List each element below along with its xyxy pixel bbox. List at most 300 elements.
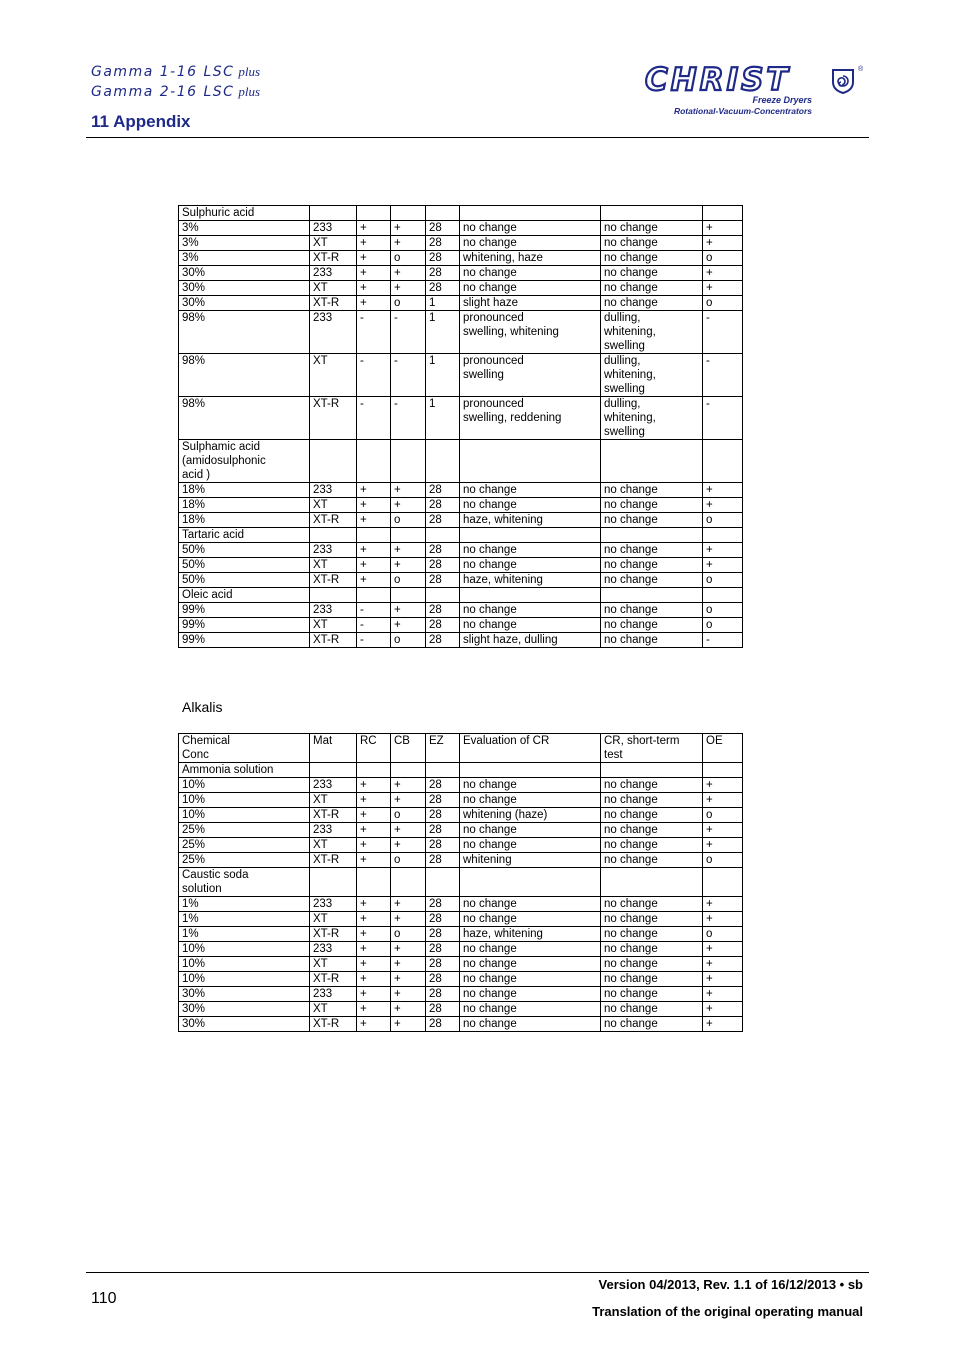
table-cell-2: + [357, 927, 391, 942]
table-row [179, 296, 743, 311]
table-cell-3: + [391, 618, 426, 633]
table-cell-2: + [357, 838, 391, 853]
table-cell-2: + [357, 972, 391, 987]
table-cell-1: XT [310, 618, 357, 633]
table-cell-7: + [703, 221, 743, 236]
table-cell-1: XT [310, 281, 357, 296]
table-row [179, 397, 743, 440]
header-cell-0: Chemical Conc [179, 734, 310, 763]
table-cell-1: 233 [310, 311, 357, 354]
table-cell-3: + [391, 897, 426, 912]
table-cell-3: + [391, 957, 426, 972]
table-cell-3: o [391, 251, 426, 266]
table-cell-0: 1% [179, 912, 310, 927]
table-row [179, 206, 743, 221]
table-cell-2: + [357, 543, 391, 558]
table-cell-0: 1% [179, 897, 310, 912]
table-cell-6 [601, 868, 703, 897]
table-cell-6: no change [601, 251, 703, 266]
table-cell-0: 10% [179, 778, 310, 793]
table-cell-7: + [703, 838, 743, 853]
table-cell-6: no change [601, 558, 703, 573]
table-row [179, 573, 743, 588]
table-cell-0: 99% [179, 618, 310, 633]
table-cell-3: + [391, 987, 426, 1002]
header-cell-7: OE [703, 734, 743, 763]
table-row [179, 912, 743, 927]
table-cell-7: o [703, 808, 743, 823]
table-cell-1: XT-R [310, 397, 357, 440]
table-cell-5: no change [460, 823, 601, 838]
table-cell-5: no change [460, 236, 601, 251]
table-cell-1: XT [310, 498, 357, 513]
table-cell-0: 10% [179, 942, 310, 957]
table-cell-6: no change [601, 266, 703, 281]
table-cell-1: XT-R [310, 1017, 357, 1032]
table-cell-7 [703, 868, 743, 897]
table-cell-6: no change [601, 633, 703, 648]
table-cell-2 [357, 206, 391, 221]
table-cell-7: + [703, 987, 743, 1002]
table-row [179, 1017, 743, 1032]
table-cell-4: 28 [426, 281, 460, 296]
christ-logo [643, 62, 868, 122]
table-cell-6: no change [601, 543, 703, 558]
header-cell-1: Mat [310, 734, 357, 763]
table-cell-7: - [703, 397, 743, 440]
table-row [179, 513, 743, 528]
table-cell-6: no change [601, 957, 703, 972]
table-cell-2: - [357, 354, 391, 397]
table-cell-0: 98% [179, 311, 310, 354]
table-cell-5: haze, whitening [460, 513, 601, 528]
product-name-1: Gamma 1-16 LSC plus [91, 64, 261, 80]
table-cell-5: no change [460, 543, 601, 558]
table-cell-7: - [703, 311, 743, 354]
table-cell-7: o [703, 573, 743, 588]
table-cell-6: no change [601, 618, 703, 633]
table-cell-4: 28 [426, 543, 460, 558]
table-cell-6: no change [601, 236, 703, 251]
table-cell-3 [391, 763, 426, 778]
table-cell-6: no change [601, 296, 703, 311]
table-cell-3: o [391, 633, 426, 648]
table-cell-1: 233 [310, 897, 357, 912]
table-row [179, 633, 743, 648]
table-cell-0: 18% [179, 483, 310, 498]
table-cell-4 [426, 440, 460, 483]
table-cell-0: 99% [179, 603, 310, 618]
table-cell-2: + [357, 942, 391, 957]
table-cell-5: whitening, haze [460, 251, 601, 266]
table-cell-5 [460, 763, 601, 778]
table-cell-0: 98% [179, 397, 310, 440]
table-cell-6 [601, 440, 703, 483]
table-cell-0: 50% [179, 558, 310, 573]
table-cell-7: + [703, 793, 743, 808]
table-cell-5: no change [460, 912, 601, 927]
table-cell-7: o [703, 513, 743, 528]
table-row [179, 311, 743, 354]
table-cell-5: slight haze, dulling [460, 633, 601, 648]
table-row [179, 853, 743, 868]
table-cell-7: + [703, 897, 743, 912]
table-row [179, 528, 743, 543]
table-cell-0: 30% [179, 281, 310, 296]
acids-resistance-table [178, 205, 743, 648]
table-row [179, 588, 743, 603]
table-cell-2: - [357, 397, 391, 440]
logo-subtitle-1: Freeze Dryers [752, 95, 812, 105]
table-cell-1 [310, 868, 357, 897]
table-cell-7: - [703, 354, 743, 397]
table-cell-7: + [703, 236, 743, 251]
table-cell-2 [357, 440, 391, 483]
table-row [179, 987, 743, 1002]
table-cell-3 [391, 588, 426, 603]
table-cell-6: no change [601, 1002, 703, 1017]
version-info: Version 04/2013, Rev. 1.1 of 16/12/2013 • sb [598, 1277, 863, 1292]
table-cell-7: o [703, 927, 743, 942]
table-cell-1: 233 [310, 942, 357, 957]
table-cell-4: 28 [426, 1002, 460, 1017]
table-cell-1: XT-R [310, 808, 357, 823]
table-cell-0: 10% [179, 972, 310, 987]
table-cell-3: + [391, 266, 426, 281]
table-cell-4: 28 [426, 603, 460, 618]
table-row [179, 498, 743, 513]
table-row [179, 354, 743, 397]
table-cell-3: + [391, 1002, 426, 1017]
table-cell-2: - [357, 633, 391, 648]
table-cell-6 [601, 528, 703, 543]
table-cell-4: 28 [426, 778, 460, 793]
table-header-row [179, 734, 743, 763]
table-cell-1 [310, 440, 357, 483]
table-cell-3: o [391, 927, 426, 942]
table-cell-7 [703, 440, 743, 483]
table-cell-2 [357, 763, 391, 778]
table-cell-1: XT-R [310, 972, 357, 987]
table-cell-1: XT-R [310, 853, 357, 868]
table-cell-6: dulling, whitening, swelling [601, 354, 703, 397]
table-cell-4: 1 [426, 354, 460, 397]
table-cell-4: 28 [426, 838, 460, 853]
table-cell-0: 3% [179, 221, 310, 236]
table-cell-1: XT-R [310, 927, 357, 942]
table-cell-2 [357, 868, 391, 897]
table-cell-5: no change [460, 1017, 601, 1032]
table-cell-5: no change [460, 838, 601, 853]
table-cell-1: XT [310, 912, 357, 927]
table-row [179, 838, 743, 853]
table-cell-1: XT [310, 236, 357, 251]
section-title: 11 Appendix [91, 112, 191, 131]
table-cell-1: XT [310, 354, 357, 397]
page-number: 110 [91, 1290, 117, 1307]
table-cell-0: Sulphamic acid (amidosulphonic acid ) [179, 440, 310, 483]
table-cell-5: haze, whitening [460, 573, 601, 588]
registered-mark: ® [858, 66, 864, 73]
table-cell-7 [703, 528, 743, 543]
table-cell-7: + [703, 912, 743, 927]
header-cell-6: CR, short-term test [601, 734, 703, 763]
table-cell-2: + [357, 912, 391, 927]
table-cell-0: 3% [179, 251, 310, 266]
table-cell-2: + [357, 498, 391, 513]
table-cell-4: 28 [426, 823, 460, 838]
table-cell-4: 28 [426, 513, 460, 528]
table-cell-3: + [391, 778, 426, 793]
alkalis-resistance-table [178, 733, 743, 1032]
table-cell-5: no change [460, 618, 601, 633]
table-cell-6: no change [601, 808, 703, 823]
table-cell-7 [703, 588, 743, 603]
table-row [179, 957, 743, 972]
table-cell-0: 1% [179, 927, 310, 942]
table-cell-4: 28 [426, 618, 460, 633]
table-cell-0: Oleic acid [179, 588, 310, 603]
table-cell-2: + [357, 221, 391, 236]
table-row [179, 483, 743, 498]
table-cell-2 [357, 528, 391, 543]
table-cell-4: 28 [426, 927, 460, 942]
table-cell-0: 98% [179, 354, 310, 397]
table-cell-1 [310, 763, 357, 778]
table-cell-4 [426, 868, 460, 897]
table-cell-0: Sulphuric acid [179, 206, 310, 221]
table-cell-1: XT [310, 793, 357, 808]
table-row [179, 942, 743, 957]
table-cell-5: no change [460, 972, 601, 987]
table-cell-3: + [391, 838, 426, 853]
table-cell-0: 50% [179, 543, 310, 558]
table-cell-1: 233 [310, 823, 357, 838]
table-row [179, 221, 743, 236]
header-cell-2: RC [357, 734, 391, 763]
table-cell-2: + [357, 1017, 391, 1032]
table-cell-3: + [391, 281, 426, 296]
table-cell-4: 28 [426, 942, 460, 957]
header-cell-5: Evaluation of CR [460, 734, 601, 763]
table-row [179, 236, 743, 251]
table-row [179, 763, 743, 778]
table-cell-0: Tartaric acid [179, 528, 310, 543]
table-cell-4: 28 [426, 498, 460, 513]
table-cell-5 [460, 440, 601, 483]
table-cell-1: XT [310, 1002, 357, 1017]
table-cell-7: - [703, 633, 743, 648]
table-cell-0: 25% [179, 853, 310, 868]
table-row [179, 603, 743, 618]
table-cell-4: 28 [426, 808, 460, 823]
table-cell-4: 28 [426, 236, 460, 251]
table-cell-4: 28 [426, 972, 460, 987]
table-cell-2: + [357, 513, 391, 528]
table-cell-5 [460, 868, 601, 897]
table-cell-5: no change [460, 498, 601, 513]
table-cell-1: 233 [310, 603, 357, 618]
table-cell-1: 233 [310, 221, 357, 236]
table-cell-1: 233 [310, 543, 357, 558]
table-cell-2: - [357, 603, 391, 618]
footer-divider [86, 1272, 869, 1273]
table-cell-6 [601, 206, 703, 221]
table-cell-5: no change [460, 221, 601, 236]
table-cell-3 [391, 528, 426, 543]
table-cell-3: - [391, 354, 426, 397]
table-cell-0: 25% [179, 838, 310, 853]
table-cell-3: + [391, 1017, 426, 1032]
table-cell-3: + [391, 912, 426, 927]
table-row [179, 618, 743, 633]
table-cell-5: no change [460, 558, 601, 573]
table-cell-5: haze, whitening [460, 927, 601, 942]
table-cell-5: no change [460, 987, 601, 1002]
table-cell-0: 10% [179, 793, 310, 808]
table-cell-3: + [391, 942, 426, 957]
christ-wordmark [643, 62, 823, 94]
table-cell-6: no change [601, 838, 703, 853]
table-cell-3: - [391, 311, 426, 354]
table-cell-2: + [357, 853, 391, 868]
table-cell-6: no change [601, 912, 703, 927]
table-cell-5: slight haze [460, 296, 601, 311]
table-cell-4: 28 [426, 957, 460, 972]
header-cell-3: CB [391, 734, 426, 763]
table-row [179, 266, 743, 281]
table-cell-3: + [391, 793, 426, 808]
table-cell-6: no change [601, 942, 703, 957]
table-cell-2: + [357, 483, 391, 498]
table-cell-7: o [703, 603, 743, 618]
table-cell-0: 18% [179, 498, 310, 513]
table-cell-2: + [357, 573, 391, 588]
table-cell-4: 28 [426, 251, 460, 266]
table-cell-3 [391, 868, 426, 897]
table-cell-5: no change [460, 603, 601, 618]
table-row [179, 1002, 743, 1017]
table-cell-4: 28 [426, 633, 460, 648]
table-cell-7: + [703, 957, 743, 972]
table-cell-6: no change [601, 573, 703, 588]
table-row [179, 868, 743, 897]
table-cell-7: + [703, 483, 743, 498]
table-cell-0: 30% [179, 1002, 310, 1017]
table-cell-1: XT-R [310, 573, 357, 588]
alkalis-heading: Alkalis [182, 699, 223, 715]
table-cell-0: 30% [179, 266, 310, 281]
table-cell-5: no change [460, 1002, 601, 1017]
table-cell-6: no change [601, 987, 703, 1002]
table-cell-4 [426, 206, 460, 221]
spiral-shield-icon [830, 68, 856, 94]
table-cell-0: 99% [179, 633, 310, 648]
table-cell-4: 1 [426, 296, 460, 311]
table-cell-1: XT [310, 957, 357, 972]
table-row [179, 808, 743, 823]
table-cell-3 [391, 206, 426, 221]
table-cell-5: no change [460, 778, 601, 793]
table-cell-6: no change [601, 972, 703, 987]
table-cell-6: no change [601, 1017, 703, 1032]
table-cell-2: + [357, 236, 391, 251]
table-cell-4: 1 [426, 311, 460, 354]
table-cell-4: 28 [426, 897, 460, 912]
table-cell-1: 233 [310, 483, 357, 498]
table-cell-1 [310, 528, 357, 543]
table-cell-3: + [391, 558, 426, 573]
table-cell-0: Caustic soda solution [179, 868, 310, 897]
table-cell-0: 3% [179, 236, 310, 251]
table-cell-6: no change [601, 483, 703, 498]
table-cell-0: Ammonia solution [179, 763, 310, 778]
table-cell-3 [391, 440, 426, 483]
table-cell-7: + [703, 281, 743, 296]
table-cell-7: o [703, 251, 743, 266]
table-cell-5: whitening (haze) [460, 808, 601, 823]
table-cell-4: 28 [426, 912, 460, 927]
table-cell-3: + [391, 823, 426, 838]
translation-note: Translation of the original operating manual [592, 1304, 863, 1319]
table-cell-0: 18% [179, 513, 310, 528]
table-cell-0: 30% [179, 1017, 310, 1032]
logo-subtitle-2: Rotational-Vacuum-Concentrators [673, 106, 812, 116]
table-row [179, 897, 743, 912]
table-row [179, 823, 743, 838]
table-cell-2: + [357, 281, 391, 296]
table-cell-3: + [391, 221, 426, 236]
table-cell-7: + [703, 266, 743, 281]
table-row [179, 440, 743, 483]
table-cell-1: 233 [310, 987, 357, 1002]
table-row [179, 793, 743, 808]
table-cell-3: o [391, 573, 426, 588]
table-cell-2: + [357, 266, 391, 281]
table-row [179, 778, 743, 793]
table-cell-3: + [391, 543, 426, 558]
brand-text: CHRIST [645, 62, 791, 94]
table-cell-6: no change [601, 897, 703, 912]
table-cell-7: + [703, 942, 743, 957]
table-cell-0: 10% [179, 808, 310, 823]
header-divider [86, 137, 869, 138]
table-cell-0: 30% [179, 296, 310, 311]
table-row [179, 972, 743, 987]
table-cell-5: pronounced swelling, whitening [460, 311, 601, 354]
table-cell-6: no change [601, 281, 703, 296]
table-cell-3: + [391, 483, 426, 498]
table-cell-2: + [357, 823, 391, 838]
table-cell-4: 28 [426, 483, 460, 498]
table-cell-5: pronounced swelling, reddening [460, 397, 601, 440]
table-cell-4: 28 [426, 266, 460, 281]
header-cell-4: EZ [426, 734, 460, 763]
table-row [179, 927, 743, 942]
table-cell-4 [426, 528, 460, 543]
table-cell-3: + [391, 603, 426, 618]
table-cell-2: - [357, 618, 391, 633]
table-cell-6: no change [601, 778, 703, 793]
table-cell-6: no change [601, 927, 703, 942]
table-cell-6 [601, 763, 703, 778]
table-cell-7 [703, 206, 743, 221]
table-cell-6: no change [601, 823, 703, 838]
product-name-2: Gamma 2-16 LSC plus [91, 84, 261, 100]
table-cell-2: + [357, 251, 391, 266]
table-cell-7: + [703, 1002, 743, 1017]
table-cell-6: dulling, whitening, swelling [601, 397, 703, 440]
